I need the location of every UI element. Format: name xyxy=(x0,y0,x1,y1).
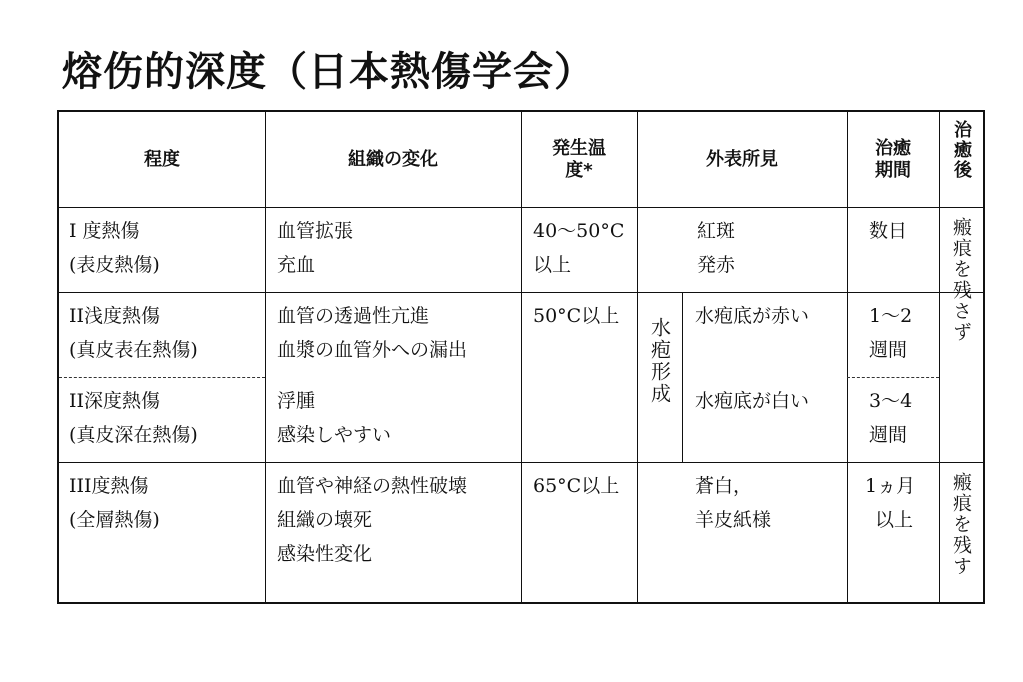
row4-period: 1ヵ月 以上 xyxy=(865,475,916,531)
header-after-healing: 治癒後 xyxy=(951,120,972,180)
row4-tissue: 血管や神経の熱性破壊 組織の壊死 感染性変化 xyxy=(277,475,468,565)
row3-tissue: 浮腫 感染しやすい xyxy=(277,390,392,446)
header-temperature: 発生温度* xyxy=(552,137,606,181)
row-divider xyxy=(59,207,983,208)
row-divider xyxy=(59,462,983,463)
blister-formation-label: 水疱形成 xyxy=(647,317,672,405)
row1-temperature: 40〜50°C 以上 xyxy=(533,220,625,276)
row2-period: 1〜2 週間 xyxy=(869,305,913,361)
after-healing-scar: 瘢痕を残す xyxy=(950,472,972,577)
row1-tissue: 血管拡張 充血 xyxy=(277,220,354,276)
row1-appearance: 紅斑 発赤 xyxy=(697,220,736,276)
row4-appearance: 蒼白， 羊皮紙様 xyxy=(695,475,772,531)
row1-degree: I 度熱傷 (表皮熱傷) xyxy=(69,220,160,276)
after-healing-no-scar: 瘢痕を残さず xyxy=(950,217,972,343)
col-divider xyxy=(847,112,848,602)
header-tissue-change: 組織の変化 xyxy=(348,148,438,170)
row2-tissue: 血管の透過性亢進 血漿の血管外への漏出 xyxy=(277,305,468,361)
row2-degree: II浅度熱傷 (真皮表在熱傷) xyxy=(69,305,198,361)
row4-degree: III度熱傷 (全層熱傷) xyxy=(69,475,160,531)
col-divider xyxy=(682,292,683,462)
burn-depth-table xyxy=(57,110,985,604)
row4-temperature: 65°C以上 xyxy=(533,475,620,497)
page-title: 熔伤的深度（日本熱傷学会） xyxy=(62,49,595,95)
header-degree: 程度 xyxy=(144,148,180,170)
row-divider xyxy=(59,292,983,293)
dashed-divider xyxy=(59,377,265,378)
row3-degree: II深度熱傷 (真皮深在熱傷) xyxy=(69,390,198,446)
row3-appearance: 水疱底が白い xyxy=(695,390,810,412)
header-healing-period: 治癒期間 xyxy=(875,137,911,181)
header-appearance: 外表所見 xyxy=(706,148,778,170)
row3-period: 3〜4 週間 xyxy=(869,390,913,446)
row1-period: 数日 xyxy=(869,220,908,242)
dashed-divider xyxy=(847,377,939,378)
col-divider xyxy=(521,112,522,602)
row2-appearance: 水疱底が赤い xyxy=(695,305,810,327)
row2-temperature: 50°C以上 xyxy=(533,305,620,327)
